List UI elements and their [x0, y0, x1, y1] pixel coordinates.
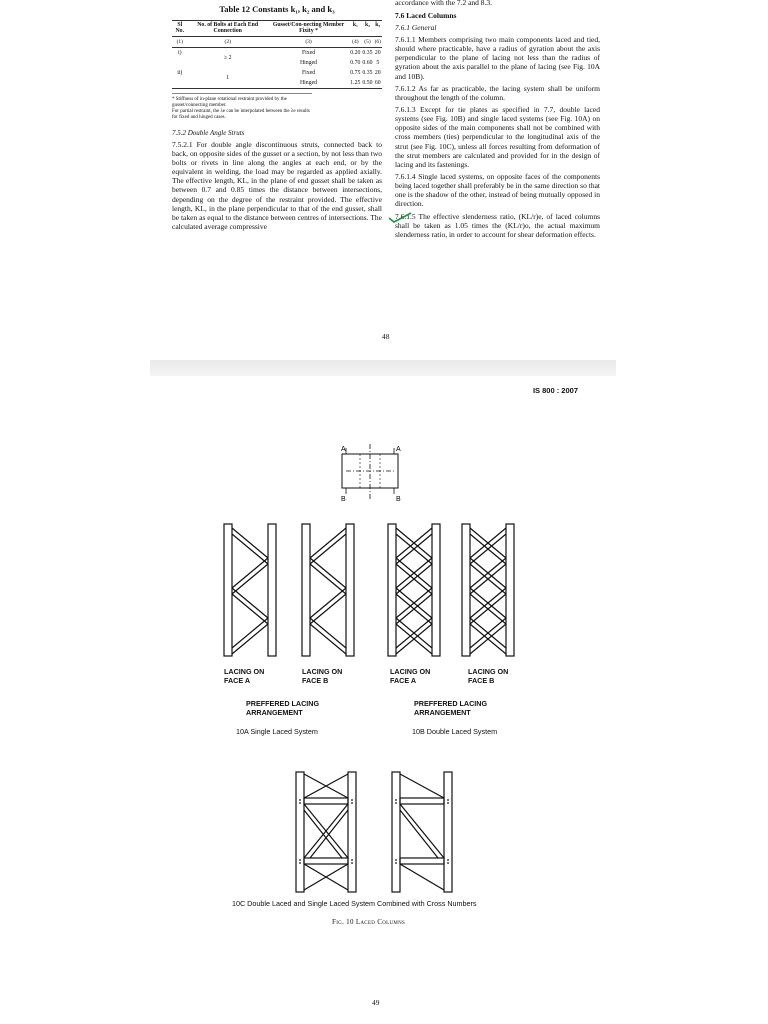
figure-title: Fig. 10 Laced Columns: [332, 918, 406, 926]
section-heading: 7.6 Laced Columns: [395, 11, 457, 20]
cell-sl: [172, 58, 188, 68]
footnote-1: * Stiffness of in-plane rotational restraint provided by the gusset/connecting member.: [172, 96, 287, 108]
paragraph: [395, 212, 600, 239]
cell-bolts: ≥ 2: [223, 54, 232, 61]
paragraph: 7.6.1.4 Single laced systems, on opposite faces of the components being laced together shall preferably be in the same direction so that one is the shadow of the other, instead of being mutually opposed in direction.: [395, 171, 600, 209]
cell-k3: 60: [374, 79, 381, 86]
fig-10c-right: [390, 770, 454, 894]
cell-fixity: Fixed: [301, 49, 316, 56]
caption-10a: 10A Single Laced System: [236, 727, 318, 736]
caption-10b: 10B Double Laced System: [412, 727, 498, 736]
paragraph-text: 7.6.1.5 The effective slenderness ratio, (KL/r)e, of laced columns shall be taken as 1.05 times the (KL/r)o, the actual maximum slenderness ratio, in order to account for shear deformation effects.: [395, 211, 600, 239]
table-row: [172, 68, 382, 78]
footnote-2: For partial restraint, the λe can be interpolated between the λe results for fixed and hinged cases.: [172, 108, 310, 120]
table-header: k₁: [349, 21, 361, 37]
table-header: k₂: [361, 21, 373, 37]
col-number: (3): [268, 36, 349, 47]
paragraph: 7.6.1.3 Except for tie plates as specified in 7.7, double laced systems (see Fig. 10B) and single laced systems (see Fig. 10A) on opposite sides of the main components shall not be combined with cross members (ties) perpendicular to the longitudinal axis of the strut (see Fig. 10C), unless all forces resulting from deformation of the strut members are calculated and provided for in the design of lacing and its fastenings.: [395, 104, 600, 169]
fig-10c-left: [294, 770, 358, 894]
page-48: [150, 0, 616, 350]
paragraph: 7.6.1.1 Members comprising two main components laced and tied, should where practicable, have a radius of gyration about the axis perpendicular to the plane of lacing not less than the radius of gyration about the axis parallel to the plane of lacing (see Fig. 10A and 10B).: [395, 35, 600, 81]
cell-sl: ii): [177, 69, 183, 76]
fig-10b-face-a: [386, 522, 442, 658]
table-header: Gusset/Con-necting Member Fixity *: [268, 21, 349, 37]
section-heading: 7.5.2 Double Angle Struts: [172, 128, 245, 137]
label-face-a: LACING ON FACE A: [390, 667, 431, 685]
cell-k1: 0.75: [350, 69, 361, 76]
page-number: 49: [372, 998, 380, 1007]
page-49: [150, 376, 616, 1018]
cell-k2: 0.60: [362, 59, 373, 66]
cell-k2: 0.35: [362, 49, 373, 56]
cell-k3: 5: [376, 59, 380, 66]
preferred-arrangement-label: PREFFERED LACING ARRANGEMENT: [246, 699, 320, 717]
fig-10a-face-a: [222, 522, 278, 658]
col-number: (4): [349, 36, 361, 47]
cell-fixity: Hinged: [300, 79, 318, 86]
cell-fixity: Fixed: [301, 69, 316, 76]
paragraph: accordance with the 7.2 and 8.3.: [395, 0, 493, 7]
col-number: (5): [361, 36, 373, 47]
page-divider: [150, 360, 616, 376]
table-row: [172, 47, 382, 58]
fig-10b-face-b: [460, 522, 516, 658]
caption-10c: 10C Double Laced and Single Laced System Combined with Cross Numbers: [232, 899, 477, 908]
paragraph: 7.5.2.1 For double angle discontinuous struts, connected back to back, on opposite sides of the gusset or a section, by not less than two bolts or rivets in line along the angles at each end, or by the equivalent in welding, the load may be regarded as applied axially. The effective length, KL, in the plane of end gusset shall be taken as between 0.7 and 0.85 times the distance between intersections, depending on the degree of the restraint provided. The effective length, KL, in the plane perpendicular to that of the end gusset, shall be taken as equal to the distance between centres of intersections. The calculated average compressive: [172, 139, 382, 232]
fig-10a-face-b: [300, 522, 356, 658]
right-column: [395, 0, 600, 242]
table-header: Sl No.: [172, 21, 188, 37]
paragraph: 7.6.1.2 As far as practicable, the lacing system shall be uniform throughout the length of the column.: [395, 83, 600, 102]
col-number: (6): [374, 36, 382, 47]
constants-table: [172, 20, 382, 89]
section-label-b: B: [396, 496, 401, 502]
col-number: (1): [172, 36, 188, 47]
label-face-b: LACING ON FACE B: [468, 667, 509, 685]
cell-sl: [172, 78, 188, 89]
section-label-a: A: [396, 446, 401, 453]
label-face-b: LACING ON FACE B: [302, 667, 343, 685]
cell-k3: 20: [374, 69, 381, 76]
table-header: k₃: [374, 21, 382, 37]
cell-k1: 0.20: [350, 49, 361, 56]
label-face-a: LACING ON FACE A: [224, 667, 265, 685]
standard-header: IS 800 : 2007: [532, 386, 578, 395]
cell-sl: i): [178, 49, 182, 56]
page-number: 48: [382, 332, 390, 341]
section-label-b: B: [341, 496, 346, 502]
cell-bolts: 1: [226, 74, 230, 81]
checkmark-icon: [387, 212, 413, 224]
cell-k1: 0.70: [350, 59, 361, 66]
left-column: [172, 0, 382, 234]
table-footnote: [172, 93, 312, 121]
col-number: (2): [188, 36, 268, 47]
preferred-arrangement-label: PREFFERED LACING ARRANGEMENT: [414, 699, 488, 717]
cell-fixity: Hinged: [300, 59, 318, 66]
section-label-a: A: [341, 446, 346, 453]
cell-k1: 1.25: [350, 79, 361, 86]
section-key-diagram: [330, 442, 410, 502]
cell-k2: 0.50: [362, 79, 373, 86]
section-heading: 7.6.1 General: [395, 23, 437, 32]
cell-k3: 20: [374, 49, 381, 56]
table-title: Table 12 Constants k₁, k₂ and k₃: [219, 4, 335, 14]
cell-k2: 0.35: [362, 69, 373, 76]
table-header: No. of Bolts at Each End Connection: [188, 21, 268, 37]
